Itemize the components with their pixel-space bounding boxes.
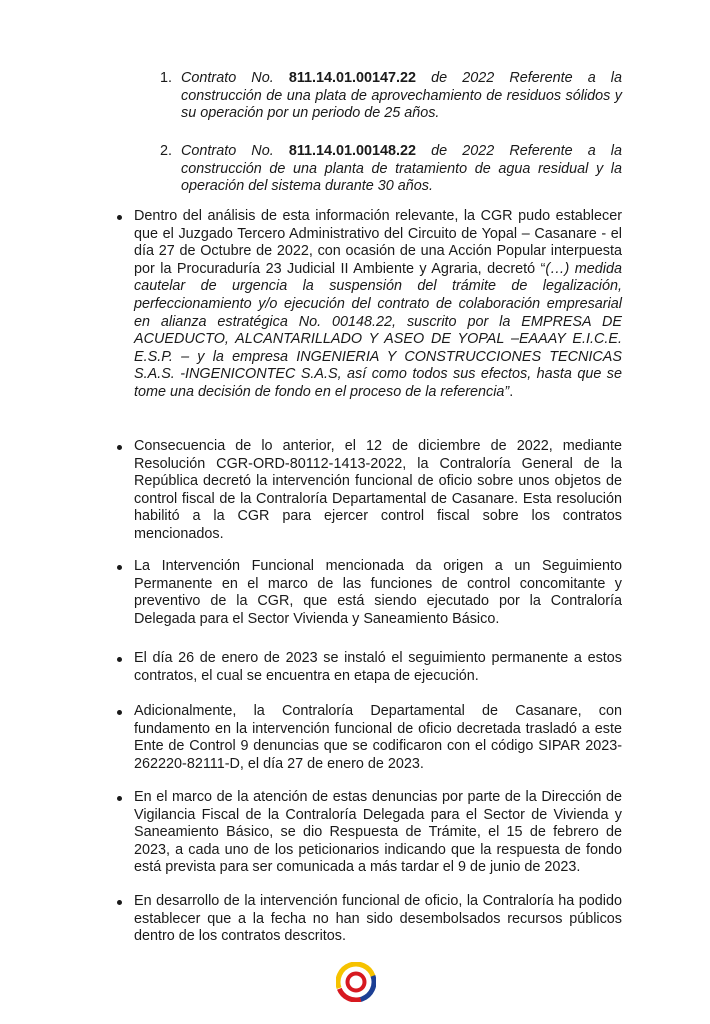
item-text [181, 143, 622, 196]
item-number: 2. [160, 143, 173, 159]
item-number: 1. [160, 70, 173, 86]
bullet-dot [117, 900, 122, 905]
bullet-text: Adicionalmente, la Contraloría Departamental de Casanare, con fundamento en la intervención funcional de oficio decretada trasladó a este Ente de Control 9 denuncias que se codificaron con el código SIPAR 2023-262220-82111-D, el día 27 de enero de 2023. [134, 703, 622, 772]
bullet-item-5 [117, 703, 622, 773]
contract-prefix: Contrato No. [181, 143, 274, 159]
bullet-item-1 [117, 208, 622, 402]
contract-description: de 2022 Referente a la construcción de una plata de aprovechamiento de residuos sólidos y su operación por un periodo de 25 años. [181, 70, 623, 122]
contract-number: 811.14.01.00148.22 [288, 143, 417, 159]
bullet-text: El día 26 de enero de 2023 se instaló el seguimiento permanente a estos contratos, el cual se encuentra en etapa de ejecución. [134, 650, 622, 684]
bullet-dot [117, 215, 122, 220]
bullet-item-7 [117, 893, 622, 946]
cgr-logo [336, 962, 376, 1002]
contract-number: 811.14.01.00147.22 [288, 70, 417, 86]
bullet-text [134, 208, 622, 402]
bullet-dot [117, 657, 122, 662]
numbered-item-1 [160, 70, 622, 123]
bullet-text: En desarrollo de la intervención funcional de oficio, la Contraloría ha podido establecer que a la fecha no han sido desembolsados recursos públicos dentro de los contratos descritos. [134, 893, 622, 945]
bullet-text: La Intervención Funcional mencionada da origen a un Seguimiento Permanente en el marco de las funciones de control concomitante y preventivo de la CGR, que está siendo ejecutado por la Contraloría Delegada para el Sector Vivienda y Saneamiento Básico. [134, 558, 622, 627]
bullet-dot [117, 710, 122, 715]
item-text [181, 70, 622, 123]
bullet-text: Consecuencia de lo anterior, el 12 de diciembre de 2022, mediante Resolución CGR-ORD-80112-1413-2022, la Contraloría General de la República decretó la intervención funcional de oficio sobre unos objetos de control fiscal de la Contraloría Departamental de Casanare. Esta resolución habilitó a la CGR para ejercer control fiscal sobre los contratos mencionados. [134, 438, 622, 542]
bullet-dot [117, 796, 122, 801]
cgr-circular-logo-icon [336, 962, 376, 1002]
bullet-dot [117, 445, 122, 450]
bullet-quote: (…) medida cautelar de urgencia la suspensión del trámite de legalización, perfeccionamiento y/o ejecución del contrato de colaboración empresarial en alianza estratégica No. 00148.22, suscrito por la EMPRESA DE ACUEDUCTO, ALCANTARILLADO Y ASEO DE YOPAL –EAAAY E.I.C.E. E.S.P. – y la empresa INGENIERIA Y CONSTRUCCIONES TECNICAS S.A.S. -INGENICONTEC S.A.S, así como todos sus efectos, hasta que se tome una decisión de fondo en el proceso de la referencia” [134, 260, 623, 400]
bullet-end: . [509, 383, 514, 400]
bullet-dot [117, 565, 122, 570]
bullet-intro: Dentro del análisis de esta información relevante, la CGR pudo establecer que el Juzgado Tercero Administrativo del Circuito de Yopal – Casanare - el día 27 de Octubre de 2022, con ocasión de una Acción Popular interpuesta por la Procuraduría 23 Judicial II Ambiente y Agraria, decretó “ [134, 208, 622, 277]
bullet-item-6 [117, 789, 622, 877]
bullet-item-2 [117, 438, 622, 544]
numbered-item-2 [160, 143, 622, 196]
contract-prefix: Contrato No. [181, 70, 274, 86]
bullet-item-3 [117, 558, 622, 628]
bullet-text: En el marco de la atención de estas denuncias por parte de la Dirección de Vigilancia Fiscal de la Contraloría Delegada para el Sector de Vivienda y Saneamiento Básico, se dio Respuesta de Trámite, el 15 de febrero de 2023, a cada uno de los peticionarios indicando que la respuesta de fondo está prevista para ser comunicada a más tardar el 9 de junio de 2023. [134, 789, 622, 876]
bullet-item-4 [117, 650, 622, 685]
contract-description: de 2022 Referente a la construcción de una planta de tratamiento de agua residual y la operación del sistema durante 30 años. [181, 143, 623, 195]
